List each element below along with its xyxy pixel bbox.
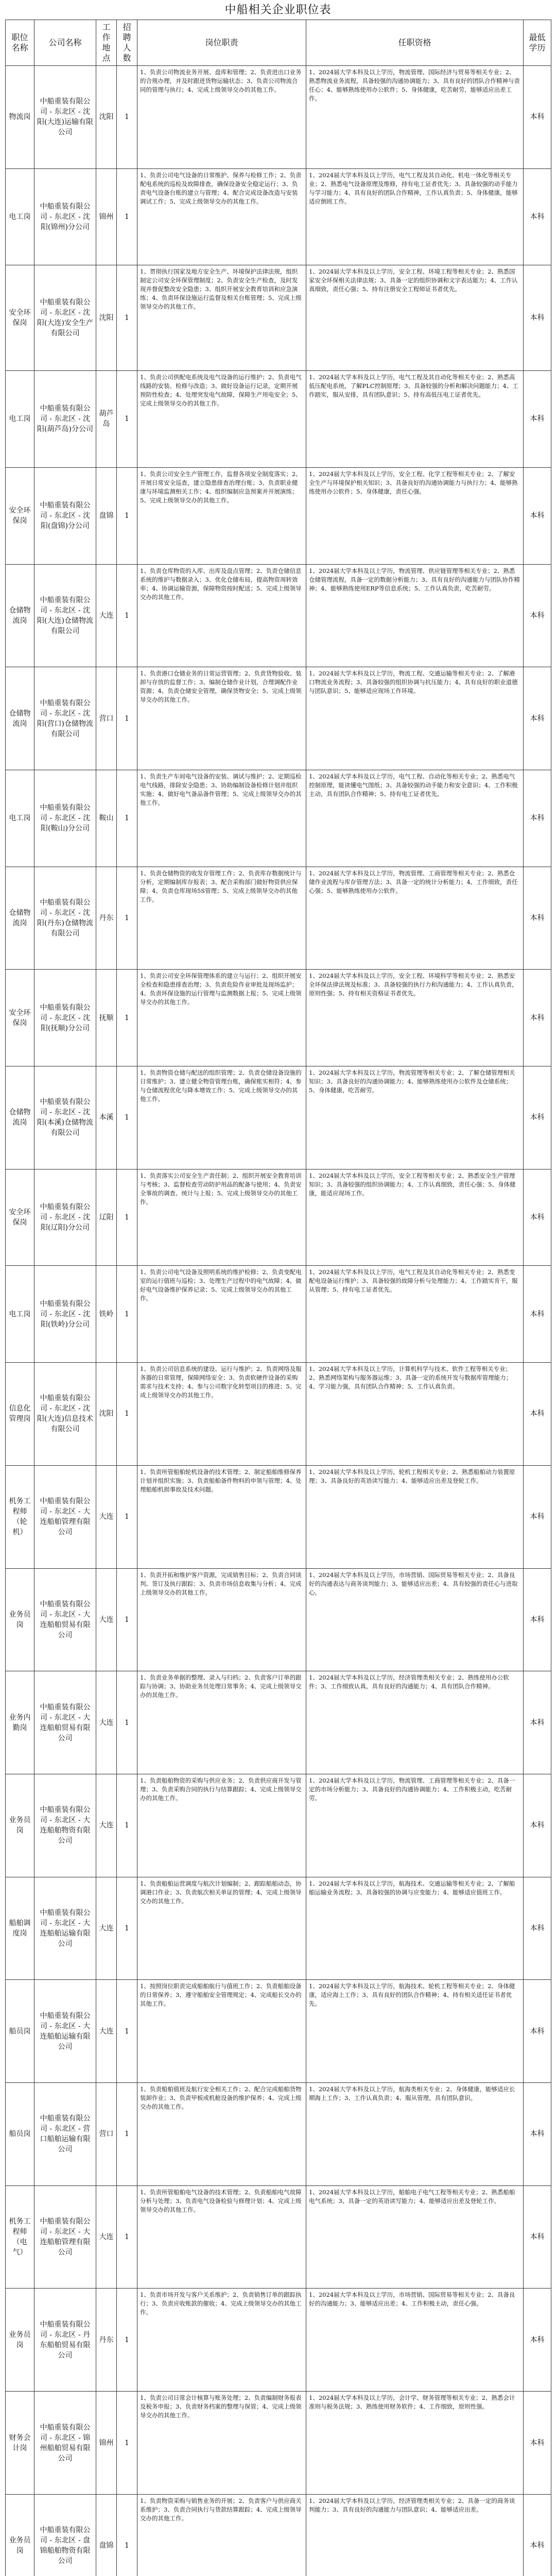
table-row bbox=[6, 1671, 551, 1774]
cell-degree: 本科 bbox=[524, 1066, 551, 1170]
cell-location: 营口 bbox=[96, 2083, 117, 2186]
cell-count: 1 bbox=[117, 1774, 137, 1877]
cell-duties: 1、负责公司安全生产管理工作，监督各项安全制度落实；2、开展日常安全巡查，建立隐患排查治理台账；3、负责职业健康与环境监测相关工作；4、组织编制应急预案并开展演练；5、完成上级领导交办的其他工作。 bbox=[137, 467, 306, 564]
cell-company: 中船重装有限公司 - 东北区 - 大连船舶物资有限公司 bbox=[34, 1774, 96, 1877]
cell-requirements: 1、2024届大学本科及以上学历，电气工程及其自动化等相关专业；2、熟悉变配电设备运行维护；3、具备较强的故障分析与处理能力；4、工作踏实肯干，服从管理；5、持有电工证者优先。 bbox=[306, 1266, 524, 1363]
table-body bbox=[6, 66, 551, 2576]
cell-requirements: 1、2024届大学本科及以上学历，物流工程、交通运输等相关专业；2、了解港口物流业务流程；3、具备较强的组织协调与抗压能力；4、具有良好的职业道德与团队意识；5、能够适应现场工作环境。 bbox=[306, 667, 524, 770]
cell-company: 中船重装有限公司 - 东北区 - 盘锦船舶物资有限公司 bbox=[34, 2494, 96, 2576]
cell-requirements: 1、2024届大学本科及以上学历，经济管理类相关专业；2、具备一定的商务谈判能力；3、具有良好的沟通能力与团队意识；4、能够适应出差。 bbox=[306, 2494, 524, 2576]
cell-location: 大连 bbox=[96, 1671, 117, 1774]
cell-count: 1 bbox=[117, 2289, 137, 2392]
cell-degree: 本科 bbox=[524, 371, 551, 468]
cell-location: 丹东 bbox=[96, 2289, 117, 2392]
cell-position: 业务内勤岗 bbox=[6, 1671, 34, 1774]
cell-degree: 本科 bbox=[524, 168, 551, 265]
table-header-row bbox=[6, 20, 551, 66]
cell-position: 安全环保岗 bbox=[6, 970, 34, 1066]
cell-count: 1 bbox=[117, 265, 137, 371]
cell-count: 1 bbox=[117, 1568, 137, 1671]
cell-company: 中船重装有限公司 - 东北区 - 沈阳(盘锦)分公司 bbox=[34, 467, 96, 564]
table-row bbox=[6, 371, 551, 468]
cell-requirements: 1、2024届大学本科及以上学历，安全工程等相关专业；2、熟悉安全生产管理知识；3、具备较强的组织协调能力；4、工作认真细致，责任心强；5、身体健康，能适应现场工作。 bbox=[306, 1169, 524, 1266]
table-row bbox=[6, 2494, 551, 2576]
cell-degree: 本科 bbox=[524, 2083, 551, 2186]
table-row bbox=[6, 1363, 551, 1466]
cell-degree: 本科 bbox=[524, 1671, 551, 1774]
header-location: 工作地点 bbox=[96, 20, 117, 66]
table-row bbox=[6, 2392, 551, 2495]
cell-count: 1 bbox=[117, 1066, 137, 1170]
cell-count: 1 bbox=[117, 1980, 137, 2083]
header-degree: 最低学历 bbox=[524, 20, 551, 66]
job-table bbox=[5, 20, 551, 2576]
cell-degree: 本科 bbox=[524, 1169, 551, 1266]
cell-location: 辽阳 bbox=[96, 1169, 117, 1266]
cell-duties: 1、负责公司信息系统的建设、运行与维护；2、负责网络及服务器的日常管理，保障网络安全；3、负责软硬件设备的采购需求与技术支持；4、参与公司数字化转型项目的推进；5、完成上级领导交办的其他工作。 bbox=[137, 1363, 306, 1466]
cell-position: 业务员岗 bbox=[6, 1568, 34, 1671]
table-row bbox=[6, 1568, 551, 1671]
cell-count: 1 bbox=[117, 1671, 137, 1774]
cell-requirements: 1、2024届大学本科及以上学历，物流管理、工商管理等相关专业；2、熟悉仓储作业流程与库存管理方法；3、具备一定的统计分析能力；4、工作细致，责任心强；5、能够熟练使用办公软件。 bbox=[306, 867, 524, 970]
table-row bbox=[6, 1980, 551, 2083]
cell-location: 大连 bbox=[96, 1980, 117, 2083]
cell-duties: 1、负责生产车间电气设备的安装、调试与维护；2、定期巡检电气线路，排除安全隐患；3、协助编制设备检修计划并组织实施；4、做好电气备品备件管理；5、完成上级领导交办的其他工作。 bbox=[137, 770, 306, 867]
cell-location: 大连 bbox=[96, 2185, 117, 2289]
cell-location: 锦州 bbox=[96, 2392, 117, 2495]
cell-position: 仓储物流岗 bbox=[6, 867, 34, 970]
cell-location: 沈阳 bbox=[96, 265, 117, 371]
cell-position: 电工岗 bbox=[6, 1266, 34, 1363]
cell-company: 中船重装有限公司 - 东北区 - 大连船舶管理有限公司 bbox=[34, 2185, 96, 2289]
cell-count: 1 bbox=[117, 2392, 137, 2495]
cell-degree: 本科 bbox=[524, 2392, 551, 2495]
cell-company: 中船重装有限公司 - 东北区 - 沈阳(葫芦岛)分公司 bbox=[34, 371, 96, 468]
cell-position: 业务员岗 bbox=[6, 2494, 34, 2576]
cell-company: 中船重装有限公司 - 东北区 - 锦州船舶贸易有限公司 bbox=[34, 2392, 96, 2495]
cell-location: 沈阳 bbox=[96, 66, 117, 169]
cell-duties: 1、负责所管船舶轮机设备的技术管理；2、制定船舶维修保养计划并组织实施；3、负责船舶备件物料的申领与管理；4、处理船舶机损事故及技术问题。 bbox=[137, 1465, 306, 1568]
cell-count: 1 bbox=[117, 1266, 137, 1363]
cell-degree: 本科 bbox=[524, 667, 551, 770]
cell-location: 盘锦 bbox=[96, 2494, 117, 2576]
cell-location: 沈阳 bbox=[96, 1363, 117, 1466]
cell-company: 中船重装有限公司 - 东北区 - 沈阳(辽阳)分公司 bbox=[34, 1169, 96, 1266]
cell-position: 信息化管理岗 bbox=[6, 1363, 34, 1466]
cell-count: 1 bbox=[117, 2185, 137, 2289]
cell-position: 业务员岗 bbox=[6, 1774, 34, 1877]
table-row bbox=[6, 1266, 551, 1363]
cell-requirements: 1、2024届大学本科及以上学历，物流管理、供应链管理等相关专业；2、熟悉仓储管理流程，具备一定的数据分析能力；3、具有良好的沟通能力与团队协作精神；4、能够熟练使用ERP等信息系统；5、工作认真负责，吃苦耐劳。 bbox=[306, 564, 524, 667]
table-row bbox=[6, 564, 551, 667]
cell-requirements: 1、2024届大学本科及以上学历，计算机科学与技术、软件工程等相关专业；2、熟悉网络架构与服务器运维；3、具备一定的系统开发与数据库管理能力；4、学习能力强，具有团队合作精神；5、工作认真负责。 bbox=[306, 1363, 524, 1466]
cell-degree: 本科 bbox=[524, 1363, 551, 1466]
cell-position: 安全环保岗 bbox=[6, 1169, 34, 1266]
cell-position: 电工岗 bbox=[6, 168, 34, 265]
cell-duties: 1、负责港口仓储业务的日常运营管理；2、负责货物验收、装卸与存放的监督工作；3、编制仓储作业计划，合理调配作业资源；4、负责仓储安全管理，确保货物安全；5、完成上级领导交办的其他工作。 bbox=[137, 667, 306, 770]
cell-company: 中船重装有限公司 - 东北区 - 大连船舶贸易有限公司 bbox=[34, 1568, 96, 1671]
cell-degree: 本科 bbox=[524, 1877, 551, 1980]
cell-requirements: 1、2024届大学本科及以上学历，经济管理类相关专业；2、熟练使用办公软件；3、工作细致认真，具有良好的沟通能力；4、具有团队合作精神。 bbox=[306, 1671, 524, 1774]
cell-company: 中船重装有限公司 - 东北区 - 丹东船舶贸易有限公司 bbox=[34, 2289, 96, 2392]
cell-degree: 本科 bbox=[524, 770, 551, 867]
cell-requirements: 1、2024届大学本科及以上学历，物流管理、国际经济与贸易等相关专业；2、熟悉物流业务流程，具备较强的沟通协调能力；3、具有良好的团队合作精神与责任心；4、能够熟练使用办公软件；5、身体健康，吃苦耐劳，能够适应出差工作。 bbox=[306, 66, 524, 169]
cell-position: 仓储物流岗 bbox=[6, 564, 34, 667]
cell-count: 1 bbox=[117, 1877, 137, 1980]
cell-count: 1 bbox=[117, 1465, 137, 1568]
cell-requirements: 1、2024届大学本科及以上学历，安全工程、环境科学等相关专业；2、熟悉安全环保法律法规及标准；3、具备较强的执行力和沟通能力；4、工作认真负责，原则性强；5、持有相关资格证书者优先。 bbox=[306, 970, 524, 1066]
cell-requirements: 1、2024届大学本科及以上学历，航海技术、轮机工程等相关专业；2、身体健康，适应海上工作；3、具有良好的团队合作精神；4、持有相关适任证书者优先。 bbox=[306, 1980, 524, 2083]
cell-count: 1 bbox=[117, 867, 137, 970]
cell-duties: 1、负责公司供配电系统及电气设备的运行维护；2、负责电气线路的安装、检修与改造；3、做好设备运行记录，定期开展预防性检查；4、处理突发电气故障，保障生产用电安全；5、完成上级领导交办的其他工作。 bbox=[137, 371, 306, 468]
cell-requirements: 1、2024届大学本科及以上学历，会计学、财务管理等相关专业；2、熟悉会计准则与税务法规；3、熟练使用财务软件；4、工作细致，原则性强。 bbox=[306, 2392, 524, 2495]
cell-degree: 本科 bbox=[524, 2494, 551, 2576]
cell-degree: 本科 bbox=[524, 970, 551, 1066]
cell-requirements: 1、2024届大学本科及以上学历，物流管理、工商管理等相关专业；2、具备一定的市场分析能力；3、具备良好的沟通协调能力；4、工作积极主动，吃苦耐劳。 bbox=[306, 1774, 524, 1877]
cell-company: 中船重装有限公司 - 东北区 - 沈阳(大连)运输有限公司 bbox=[34, 66, 96, 169]
table-row bbox=[6, 2083, 551, 2186]
cell-company: 中船重装有限公司 - 东北区 - 沈阳(鞍山)分公司 bbox=[34, 770, 96, 867]
cell-degree: 本科 bbox=[524, 66, 551, 169]
cell-company: 中船重装有限公司 - 东北区 - 沈阳(丹东)仓储物流有限公司 bbox=[34, 867, 96, 970]
cell-company: 中船重装有限公司 - 东北区 - 沈阳(铁岭)分公司 bbox=[34, 1266, 96, 1363]
cell-duties: 1、负责船舶值班及航行安全相关工作；2、配合完成船舶货物装卸作业；3、负责甲板或机舱设备的维护保养；4、完成上级交办的其他工作。 bbox=[137, 2083, 306, 2186]
cell-degree: 本科 bbox=[524, 467, 551, 564]
table-row bbox=[6, 1774, 551, 1877]
cell-position: 船员岗 bbox=[6, 1980, 34, 2083]
cell-duties: 1、负责仓库物资的入库、出库及盘点管理；2、负责仓储信息系统的维护与数据录入；3、优化仓储布局，提高物资周转效率；4、协调运输资源，保障物资按时配送；5、完成上级领导交办的其他工作。 bbox=[137, 564, 306, 667]
table-row bbox=[6, 265, 551, 371]
cell-degree: 本科 bbox=[524, 564, 551, 667]
cell-location: 营口 bbox=[96, 667, 117, 770]
cell-count: 1 bbox=[117, 770, 137, 867]
cell-company: 中船重装有限公司 - 东北区 - 大连船舶管理有限公司 bbox=[34, 1465, 96, 1568]
cell-degree: 本科 bbox=[524, 1774, 551, 1877]
cell-requirements: 1、2024届大学本科及以上学历，电气工程、自动化等相关专业；2、熟悉电气控制原理，能读懂电气图纸；3、具备较强的动手能力和安全意识；4、工作积极主动，具有团队合作精神；5、持有电工证者优先。 bbox=[306, 770, 524, 867]
cell-position: 机务工程师（电气） bbox=[6, 2185, 34, 2289]
cell-location: 大连 bbox=[96, 1568, 117, 1671]
cell-count: 1 bbox=[117, 564, 137, 667]
cell-location: 丹东 bbox=[96, 867, 117, 970]
cell-count: 1 bbox=[117, 1363, 137, 1466]
cell-position: 仓储物流岗 bbox=[6, 667, 34, 770]
cell-degree: 本科 bbox=[524, 867, 551, 970]
table-row bbox=[6, 2185, 551, 2289]
cell-requirements: 1、2024届大学本科及以上学历，船舶电子电气工程等相关专业；2、熟悉船舶电气系统；3、具备一定的英语读写能力；4、能够适应出差及登轮工作。 bbox=[306, 2185, 524, 2289]
cell-company: 中船重装有限公司 - 东北区 - 沈阳(大连)安全生产有限公司 bbox=[34, 265, 96, 371]
table-row bbox=[6, 770, 551, 867]
cell-location: 盘锦 bbox=[96, 467, 117, 564]
cell-position: 机务工程师（轮机） bbox=[6, 1465, 34, 1568]
cell-count: 1 bbox=[117, 2083, 137, 2186]
cell-degree: 本科 bbox=[524, 1568, 551, 1671]
cell-duties: 1、负责公司电气设备及照明系统的维护检修；2、负责变配电室的运行值班与巡检；3、处理生产过程中的电气故障；4、做好电气设备维护保养记录；5、完成上级领导交办的其他工作。 bbox=[137, 1266, 306, 1363]
cell-company: 中船重装有限公司 - 东北区 - 大连船舶运输有限公司 bbox=[34, 1980, 96, 2083]
cell-count: 1 bbox=[117, 667, 137, 770]
cell-duties: 1、负责仓储物资的收发存管理工作；2、负责库存数据统计与分析，定期编制库存报表；3、配合采购部门做好物资供应保障；4、负责仓库现场5S管理；5、完成上级领导交办的其他工作。 bbox=[137, 867, 306, 970]
header-requirements: 任职资格 bbox=[306, 20, 524, 66]
cell-location: 鞍山 bbox=[96, 770, 117, 867]
cell-count: 1 bbox=[117, 970, 137, 1066]
cell-position: 安全环保岗 bbox=[6, 265, 34, 371]
cell-requirements: 1、2024届大学本科及以上学历，航海技术、交通运输等相关专业；2、了解船舶运输业务流程；3、具备较强的协调与应变能力；4、能够适应值班工作。 bbox=[306, 1877, 524, 1980]
cell-location: 抚顺 bbox=[96, 970, 117, 1066]
cell-requirements: 1、2024届大学本科及以上学历，电气工程及其自动化等相关专业；2、熟悉高低压配电系统，了解PLC控制原理；3、具备较强的分析和解决问题能力；4、工作踏实，服从安排，具有团队意识；5、持有高低压电工证者优先。 bbox=[306, 371, 524, 468]
cell-duties: 1、负责公司日常会计核算与账务处理；2、负责编制财务报表及税务申报；3、负责财务档案的整理与保管；4、完成上级领导交办的其他工作。 bbox=[137, 2392, 306, 2495]
cell-degree: 本科 bbox=[524, 2289, 551, 2392]
cell-requirements: 1、2024届大学本科及以上学历，电气工程及其自动化、机电一体化等相关专业；2、熟悉电气设备原理及维修，持有电工证者优先；3、具备较强的动手能力与学习能力；4、具有良好的团队合作精神，工作认真负责；5、身体健康，能够适应倒班工作。 bbox=[306, 168, 524, 265]
cell-location: 大连 bbox=[96, 1465, 117, 1568]
cell-count: 1 bbox=[117, 2494, 137, 2576]
cell-position: 船舶调度岗 bbox=[6, 1877, 34, 1980]
cell-company: 中船重装有限公司 - 东北区 - 沈阳(抚顺)分公司 bbox=[34, 970, 96, 1066]
cell-location: 大连 bbox=[96, 564, 117, 667]
cell-position: 电工岗 bbox=[6, 770, 34, 867]
cell-degree: 本科 bbox=[524, 2185, 551, 2289]
cell-requirements: 1、2024届大学本科及以上学历，物流管理等相关专业；2、了解仓储管理相关知识；3、具备良好的沟通协调能力；4、能够熟练使用办公软件及仓储系统；5、身体健康，吃苦耐劳。 bbox=[306, 1066, 524, 1170]
cell-location: 铁岭 bbox=[96, 1266, 117, 1363]
cell-count: 1 bbox=[117, 66, 137, 169]
cell-company: 中船重装有限公司 - 东北区 - 大连船舶运输有限公司 bbox=[34, 1877, 96, 1980]
cell-location: 锦州 bbox=[96, 168, 117, 265]
cell-company: 中船重装有限公司 - 东北区 - 沈阳(大连)信息技术有限公司 bbox=[34, 1363, 96, 1466]
cell-company: 中船重装有限公司 - 东北区 - 沈阳(本溪)仓储物流有限公司 bbox=[34, 1066, 96, 1170]
cell-company: 中船重装有限公司 - 东北区 - 沈阳(营口)仓储物流有限公司 bbox=[34, 667, 96, 770]
header-duties: 岗位职责 bbox=[137, 20, 306, 66]
cell-company: 中船重装有限公司 - 东北区 - 营口船舶运输有限公司 bbox=[34, 2083, 96, 2186]
table-row bbox=[6, 867, 551, 970]
table-row bbox=[6, 168, 551, 265]
cell-company: 中船重装有限公司 - 东北区 - 沈阳(锦州)分公司 bbox=[34, 168, 96, 265]
header-company: 公司名称 bbox=[34, 20, 96, 66]
table-row bbox=[6, 667, 551, 770]
cell-location: 本溪 bbox=[96, 1066, 117, 1170]
cell-requirements: 1、2024届大学本科及以上学历，安全工程、化学工程等相关专业；2、了解安全生产与环境保护相关知识；3、具备良好的沟通协调能力与执行力；4、能够熟练使用办公软件；5、身体健康，责任心强。 bbox=[306, 467, 524, 564]
cell-duties: 1、按照岗位职责完成船舶航行与值班工作；2、负责船舶设备的日常保养；3、遵守船舶安全管理规定；4、完成船长交办的其他工作。 bbox=[137, 1980, 306, 2083]
cell-degree: 本科 bbox=[524, 1980, 551, 2083]
table-row bbox=[6, 970, 551, 1066]
table-row bbox=[6, 1066, 551, 1170]
cell-degree: 本科 bbox=[524, 1465, 551, 1568]
cell-duties: 1、负责落实公司安全生产责任制；2、组织开展安全教育培训与考核；3、监督检查劳动防护用品的配备与使用；4、负责安全事故的调查、统计与上报；5、完成上级领导交办的其他工作。 bbox=[137, 1169, 306, 1266]
cell-requirements: 1、2024届大学本科及以上学历，市场营销、国际贸易等相关专业；2、具备良好的沟通能力；3、能够适应出差；4、工作积极主动，责任心强。 bbox=[306, 2289, 524, 2392]
cell-degree: 本科 bbox=[524, 1266, 551, 1363]
cell-duties: 1、负责公司电气设备的日常维护、保养与检修工作；2、负责配电系统的巡检及故障排查，确保设备安全稳定运行；3、负责电气设备台账的建立与管理；4、配合完成设备改造与安装调试工作；5、完成上级领导交办的其他工作。 bbox=[137, 168, 306, 265]
cell-position: 财务会计岗 bbox=[6, 2392, 34, 2495]
cell-duties: 1、负责物资仓储与配送的组织管理；2、负责仓储设备设施的日常维护；3、建立健全物资管理台账，确保账实相符；4、参与仓储流程优化与降本增效工作；5、完成上级领导交办的其他工作。 bbox=[137, 1066, 306, 1170]
cell-degree: 本科 bbox=[524, 265, 551, 371]
table-row bbox=[6, 66, 551, 169]
cell-company: 中船重装有限公司 - 东北区 - 大连船舶贸易有限公司 bbox=[34, 1671, 96, 1774]
cell-requirements: 1、2024届大学本科及以上学历，市场营销、国际贸易等相关专业；2、具备良好的沟通表达与商务谈判能力；3、能够适应出差；4、具有较强的责任心与进取心。 bbox=[306, 1568, 524, 1671]
cell-position: 物流岗 bbox=[6, 66, 34, 169]
cell-position: 船员岗 bbox=[6, 2083, 34, 2186]
table-row bbox=[6, 1169, 551, 1266]
header-position: 职位名称 bbox=[6, 20, 34, 66]
cell-duties: 1、负责市场开发与客户关系维护；2、负责销售订单的跟踪执行；3、负责应收账款的催收；4、完成上级领导交办的其他工作。 bbox=[137, 2289, 306, 2392]
cell-position: 业务员岗 bbox=[6, 2289, 34, 2392]
cell-duties: 1、负责物资采购与销售业务的开展；2、负责客户与供应商关系维护；3、负责合同执行与货款结算跟踪；4、完成上级领导交办的其他工作。 bbox=[137, 2494, 306, 2576]
cell-position: 仓储物流岗 bbox=[6, 1066, 34, 1170]
cell-duties: 1、负责船舶运营调度与航次计划编制；2、跟踪船舶动态，协调港口作业；3、负责航次相关单证的管理；4、完成上级领导交办的其他工作。 bbox=[137, 1877, 306, 1980]
table-row bbox=[6, 1877, 551, 1980]
cell-location: 大连 bbox=[96, 1774, 117, 1877]
table-row bbox=[6, 1465, 551, 1568]
cell-count: 1 bbox=[117, 371, 137, 468]
cell-requirements: 1、2024届大学本科及以上学历，航海类相关专业；2、身体健康，能够适应长期海上工作；3、工作认真负责；4、服从管理，具有团队意识。 bbox=[306, 2083, 524, 2186]
cell-position: 电工岗 bbox=[6, 371, 34, 468]
cell-requirements: 1、2024届大学本科及以上学历，安全工程、环境工程等相关专业；2、熟悉国家安全环保相关法律法规；3、具备一定的组织协调和文字表达能力；4、工作认真细致，责任心强；5、持有注册安全工程师证书者优先。 bbox=[306, 265, 524, 371]
cell-duties: 1、负责所管船舶电气设备的技术管理；2、负责船舶电气故障分析与处理；3、负责电气设备检验与修理计划；4、完成上级领导交办的其他工作。 bbox=[137, 2185, 306, 2289]
cell-requirements: 1、2024届大学本科及以上学历，轮机工程相关专业；2、熟悉船舶动力装置原理；3、具备良好的英语读写能力；4、能够适应出差及登轮工作。 bbox=[306, 1465, 524, 1568]
table-row bbox=[6, 467, 551, 564]
header-count: 招聘人数 bbox=[117, 20, 137, 66]
cell-position: 安全环保岗 bbox=[6, 467, 34, 564]
cell-count: 1 bbox=[117, 1169, 137, 1266]
cell-duties: 1、负责业务单据的整理、录入与归档；2、负责客户订单的跟踪与协调；3、协助业务员处理日常事务；4、完成上级领导交办的其他工作。 bbox=[137, 1671, 306, 1774]
cell-company: 中船重装有限公司 - 东北区 - 沈阳(大连)仓储物流有限公司 bbox=[34, 564, 96, 667]
cell-count: 1 bbox=[117, 168, 137, 265]
cell-location: 葫芦岛 bbox=[96, 371, 117, 468]
document-title: 中船相关企业职位表 bbox=[224, 3, 332, 16]
table-row bbox=[6, 2289, 551, 2392]
cell-count: 1 bbox=[117, 467, 137, 564]
cell-duties: 1、负责船舶物资的采购与供应业务；2、负责供应商开发与管理；3、负责采购合同的执行与结算跟踪；4、完成上级领导交办的其他工作。 bbox=[137, 1774, 306, 1877]
cell-location: 大连 bbox=[96, 1877, 117, 1980]
cell-duties: 1、负责公司物流业务开展、盘库和管理；2、负责进出口业务的合规办理，并及时跟进货物运输状态；3、负责公司物流合同的管理与执行；4、完成上级领导交办的其他工作。 bbox=[137, 66, 306, 169]
cell-duties: 1、贯彻执行国家及地方安全生产、环境保护法律法规，组织制定公司安全环保管理制度；2、负责安全生产检查，及时发现并督促整改安全隐患；3、组织开展安全教育培训和应急演练；4、负责环保设施运行监督及相关台账管理；5、完成上级领导交办的其他工作。 bbox=[137, 265, 306, 371]
cell-duties: 1、负责公司安全环保管理体系的建立与运行；2、组织开展安全检查和隐患排查治理；3、负责危险作业审批及现场监护；4、负责环保设施的运行管理与监测数据上报；5、完成上级领导交办的其他工作。 bbox=[137, 970, 306, 1066]
cell-duties: 1、负责开拓和维护客户资源，完成销售目标；2、负责合同谈判、签订及执行跟踪；3、负责市场信息收集与分析；4、完成上级领导交办的其他工作。 bbox=[137, 1568, 306, 1671]
